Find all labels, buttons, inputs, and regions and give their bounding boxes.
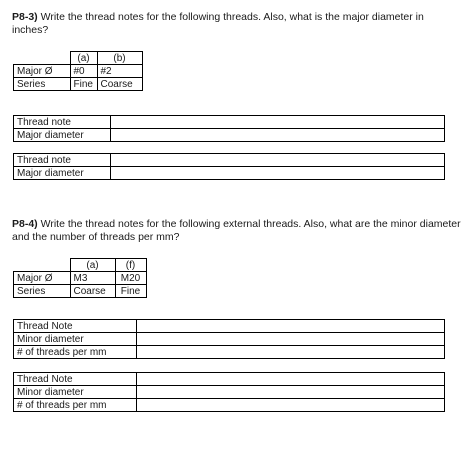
- answer-cell[interactable]: [137, 333, 445, 346]
- row-label: # of threads per mm: [14, 346, 137, 359]
- answer-cell[interactable]: [111, 116, 445, 129]
- p8-4-answer-table-1: [13, 319, 445, 359]
- header-cell-empty: [14, 259, 71, 272]
- problem-number: P8-3): [12, 11, 38, 23]
- row-label: Minor diameter: [14, 333, 137, 346]
- table-row: [14, 373, 445, 386]
- problem-number: P8-4): [12, 218, 38, 230]
- answer-cell[interactable]: [137, 399, 445, 412]
- p8-3-spec-table: [13, 51, 143, 91]
- row-label: Thread note: [14, 154, 111, 167]
- answer-cell[interactable]: [137, 346, 445, 359]
- cell: M20: [115, 272, 146, 285]
- table-row: [14, 167, 445, 180]
- table-row: [14, 333, 445, 346]
- header-cell-b: (b): [97, 52, 142, 65]
- table-row: [14, 129, 445, 142]
- table-row: [14, 78, 143, 91]
- cell: #2: [97, 65, 142, 78]
- answer-cell[interactable]: [111, 154, 445, 167]
- table-row: [14, 116, 445, 129]
- row-label: Series: [14, 78, 71, 91]
- table-row: [14, 386, 445, 399]
- answer-cell[interactable]: [111, 129, 445, 142]
- table-row: [14, 320, 445, 333]
- table-row: [14, 154, 445, 167]
- p8-3-answer-table-1: [13, 115, 445, 142]
- row-label: Thread note: [14, 116, 111, 129]
- cell: Fine: [70, 78, 97, 91]
- answer-cell[interactable]: [137, 386, 445, 399]
- row-label: # of threads per mm: [14, 399, 137, 412]
- row-label: Major Ø: [14, 65, 71, 78]
- p8-4-spec-table: [13, 258, 147, 298]
- header-cell-a: (a): [70, 259, 115, 272]
- header-cell-a: (a): [70, 52, 97, 65]
- row-label: Thread Note: [14, 320, 137, 333]
- table-row: [14, 65, 143, 78]
- answer-cell[interactable]: [137, 320, 445, 333]
- table-row: [14, 272, 147, 285]
- cell: Coarse: [97, 78, 142, 91]
- row-label: Major diameter: [14, 129, 111, 142]
- problem-p8-3-statement: [12, 11, 462, 37]
- table-row: [14, 399, 445, 412]
- cell: Fine: [115, 285, 146, 298]
- row-label: Thread Note: [14, 373, 137, 386]
- answer-cell[interactable]: [111, 167, 445, 180]
- table-row: [14, 52, 143, 65]
- p8-3-answer-table-2: [13, 153, 445, 180]
- header-cell-empty: [14, 52, 71, 65]
- header-cell-f: (f): [115, 259, 146, 272]
- problem-prompt: Write the thread notes for the following external threads. Also, what are the minor diameter and the number of threads per mm?: [12, 218, 461, 243]
- row-label: Minor diameter: [14, 386, 137, 399]
- problem-p8-4-statement: [12, 218, 462, 244]
- p8-4-answer-table-2: [13, 372, 445, 412]
- row-label: Series: [14, 285, 71, 298]
- answer-cell[interactable]: [137, 373, 445, 386]
- row-label: Major Ø: [14, 272, 71, 285]
- table-row: [14, 259, 147, 272]
- row-label: Major diameter: [14, 167, 111, 180]
- table-row: [14, 346, 445, 359]
- cell: M3: [70, 272, 115, 285]
- cell: #0: [70, 65, 97, 78]
- problem-prompt: Write the thread notes for the following threads. Also, what is the major diameter in inches?: [12, 11, 424, 36]
- cell: Coarse: [70, 285, 115, 298]
- table-row: [14, 285, 147, 298]
